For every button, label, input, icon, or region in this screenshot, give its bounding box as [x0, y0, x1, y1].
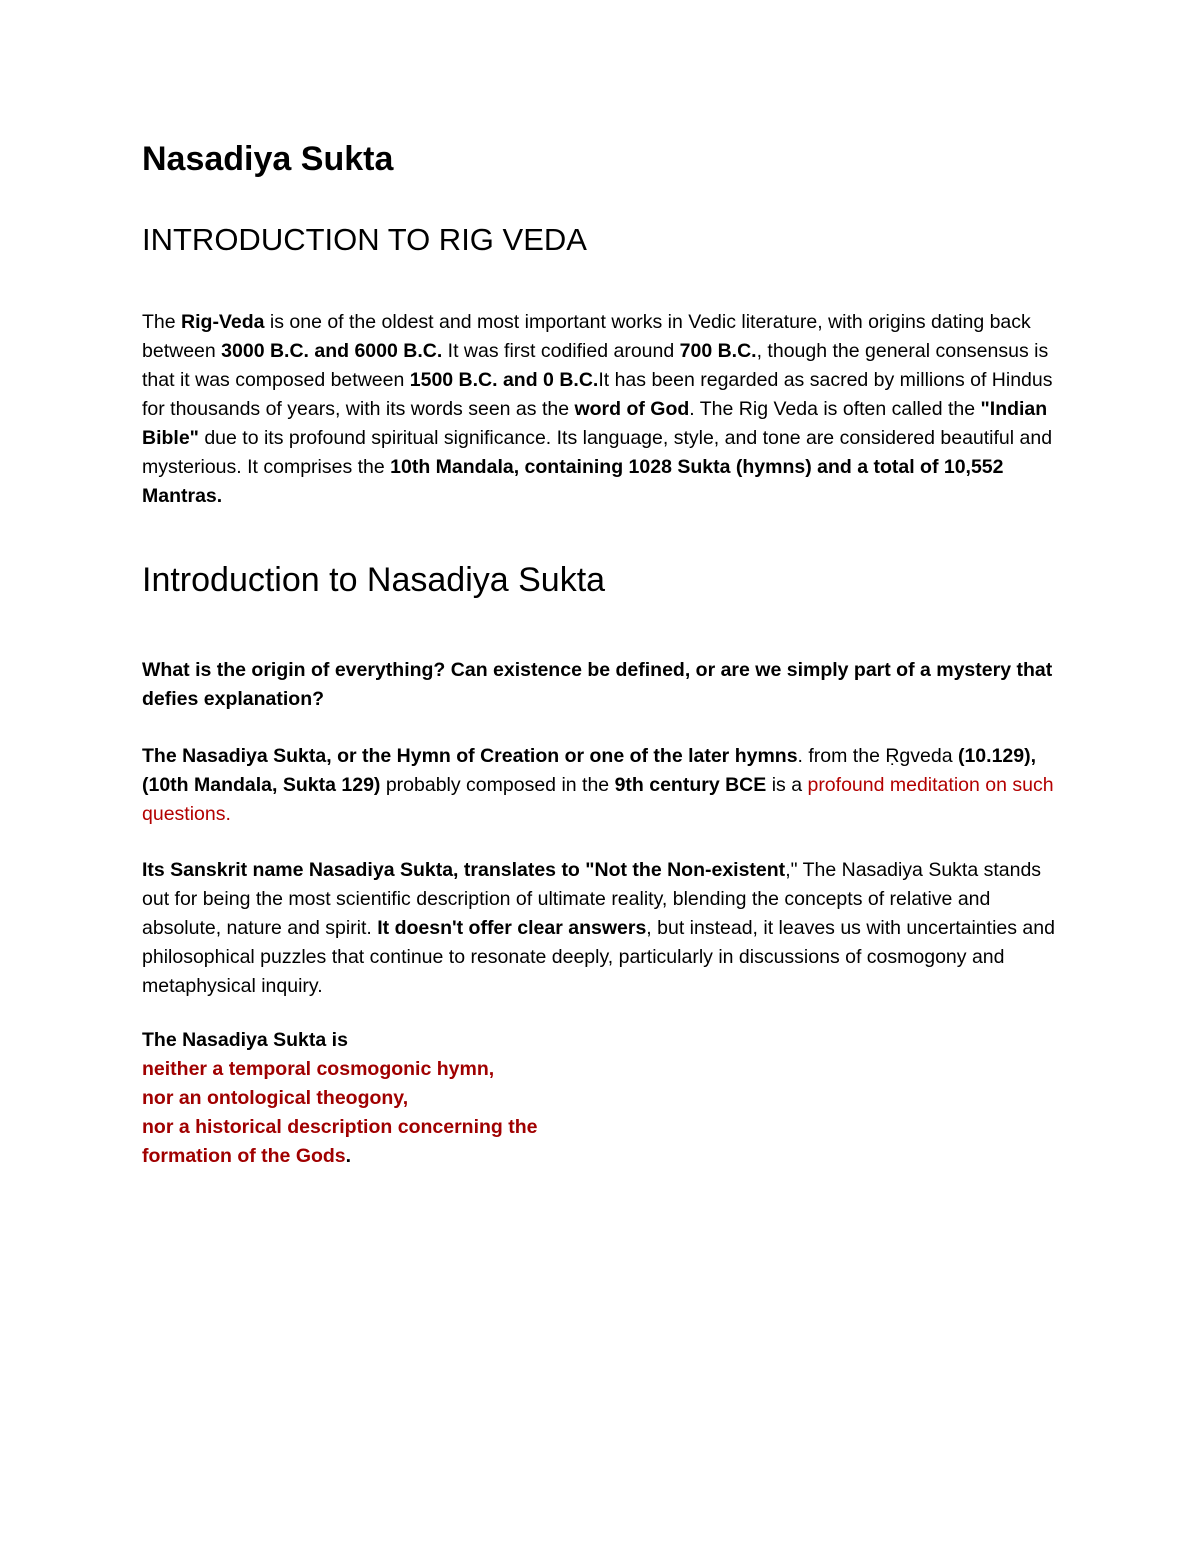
text-run: is one of the oldest and most important works in Vedic literature, with origins dating back between [142, 311, 1031, 362]
text-run: . from the Ṛgveda [797, 745, 958, 767]
text-run: probably composed in the [380, 774, 615, 796]
bold-run: 700 B.C. [679, 340, 757, 362]
text-run: due to its profound spiritual significance. Its language, style, and tone are considered beautiful and mysterious. It comprises the [142, 427, 1053, 478]
text-run: It was first codified around [442, 340, 680, 362]
text-run: ," The Nasadiya Sukta stands out for being the most scientific description of ultimate reality, blending the concepts of relative and absolute, nature and spirit. [142, 859, 1042, 939]
bold-run: 3000 B.C. and 6000 B.C. [221, 340, 443, 362]
period-run: . [345, 1145, 352, 1167]
bold-run: (10.129), (10th Mandala, Sukta 129) [142, 745, 1037, 796]
text-run: is a [766, 774, 808, 796]
bold-run: It doesn't offer clear answers [377, 917, 647, 939]
text-run: . The Rig Veda is often called the [689, 398, 981, 420]
bold-run: Rig-Veda [181, 311, 265, 333]
red-line: neither a temporal cosmogonic hymn, [142, 1058, 495, 1080]
sanskrit-name-paragraph [142, 856, 1062, 1001]
hymn-of-creation-paragraph [142, 742, 1062, 829]
question-paragraph [142, 656, 1062, 714]
text-run: It has been regarded as sacred by millions of Hindus for thousands of years, with its words seen as the [142, 369, 1053, 420]
text-run: , but instead, it leaves us with uncertainties and philosophical puzzles that continue to resonate deeply, particularly in discussions of cosmogony and metaphysical inquiry. [142, 917, 1055, 997]
rig-veda-paragraph [142, 308, 1062, 511]
bold-run: 1500 B.C. and 0 B.C. [409, 369, 599, 391]
subtitle-heading: INTRODUCTION TO RIG VEDA [142, 222, 587, 257]
lead-line: The Nasadiya Sukta is [142, 1029, 348, 1051]
red-run: profound meditation on such questions. [142, 774, 1054, 825]
nasadiya-is-paragraph [142, 1026, 1062, 1171]
bold-run: What is the origin of everything? Can existence be defined, or are we simply part of a mystery that defies explanation? [142, 659, 1053, 710]
bold-run: Its Sanskrit name Nasadiya Sukta, translates to "Not the Non-existent [142, 859, 786, 881]
red-line: nor a historical description concerning the [142, 1116, 538, 1138]
bold-run: "Indian Bible" [142, 398, 1048, 449]
bold-run: The Nasadiya Sukta, or the Hymn of Creation or one of the later hymns [142, 745, 798, 767]
red-line: nor an ontological theogony, [142, 1087, 409, 1109]
page-title: Nasadiya Sukta [142, 140, 394, 178]
bold-run: 10th Mandala, containing 1028 Sukta (hymns) and a total of 10,552 Mantras. [142, 456, 1004, 507]
bold-run: 9th century BCE [614, 774, 767, 796]
bold-run: word of God [574, 398, 690, 420]
text-run: The [142, 311, 182, 333]
red-line: formation of the Gods [142, 1145, 346, 1167]
text-run: , though the general consensus is that it was composed between [142, 340, 1049, 391]
section-heading: Introduction to Nasadiya Sukta [142, 561, 606, 599]
